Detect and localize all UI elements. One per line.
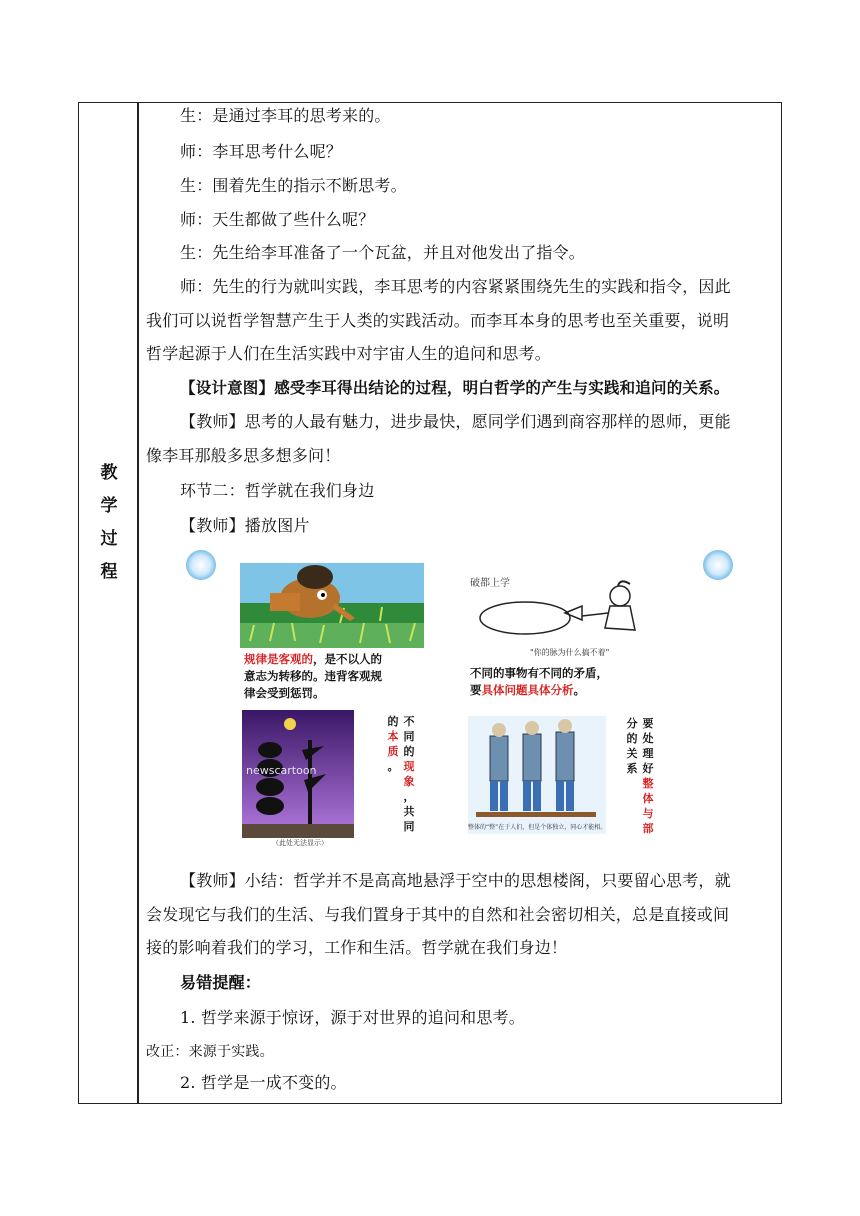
vertical-caption-glyph: 本 — [387, 730, 399, 743]
correction-note: 改正：来源于实践。 — [146, 1044, 274, 1060]
panel2-quote: "你的脉为什么搞不着" — [530, 648, 610, 657]
side-label-char: 教 — [100, 463, 118, 483]
summary-line: 会发现它与我们的生活、与我们置身于其中的自然和社会密切相关，总是直接或间 — [146, 905, 730, 924]
vertical-caption-glyph: 同 — [403, 820, 415, 833]
caption-text: 。 — [573, 683, 585, 697]
vertical-caption-glyph: 整 — [642, 777, 654, 790]
panel1-caption-line2: 意志为转移的。违背客观规 — [244, 669, 382, 683]
panel2-caption-line1: 不同的事物有不同的矛盾， — [470, 666, 608, 680]
paragraph-line: 【教师】播放图片 — [180, 516, 310, 535]
section-heading: 环节二：哲学就在我们身边 — [180, 481, 375, 500]
caption-highlight: 具体问题具体分析 — [481, 683, 574, 697]
side-label-column — [79, 103, 139, 1103]
vertical-caption-glyph: 共 — [403, 805, 415, 818]
panel1-caption — [244, 651, 382, 667]
dialogue-line: 师：天生都做了些什么呢？ — [180, 210, 375, 229]
vertical-caption-glyph: 。 — [387, 760, 399, 773]
reminder-item: 1. 哲学来源于惊讶，源于对世界的追问和思考。 — [180, 1008, 525, 1027]
vertical-caption-glyph: 分 — [626, 717, 638, 730]
vertical-caption — [387, 714, 399, 774]
panel4-caption: 整体的“整”在于人们，但是个体独立，同心才能相。 — [468, 824, 607, 831]
vertical-caption-glyph: 的 — [626, 732, 638, 745]
panel2-handwritten-label: 破都上学 — [470, 578, 510, 589]
panel3-vertical-text — [387, 714, 399, 774]
vertical-caption — [626, 716, 638, 776]
paragraph-line: 哲学起源于人们在生活实践中对宇宙人生的追问和思考。 — [146, 344, 552, 363]
paragraph-line: 【教师】思考的人最有魅力，进步最快，愿同学们遇到商容那样的恩师，更能 — [180, 412, 731, 431]
three-figures-cartoon-image — [468, 716, 606, 834]
panel3-caption: （此处无法显示） — [272, 839, 328, 847]
summary-line: 接的影响着我们的学习，工作和生活。哲学就在我们身边！ — [146, 938, 568, 957]
vertical-caption-glyph: 系 — [626, 762, 638, 775]
vertical-caption-glyph: ， — [403, 790, 415, 803]
panel3-watermark: newscartoon — [246, 764, 317, 777]
vertical-caption-glyph: 部 — [642, 822, 654, 835]
paragraph-line: 我们可以说哲学智慧产生于人类的实践活动。而李耳本身的思考也至关重要，说明 — [146, 311, 730, 330]
dialogue-line: 师：李耳思考什么呢？ — [180, 142, 343, 161]
vertical-caption-glyph: 体 — [642, 792, 654, 805]
column-divider — [137, 102, 138, 1104]
dialogue-line: 生：围着先生的指示不断思考。 — [180, 176, 407, 195]
vertical-caption-glyph: 关 — [626, 747, 638, 760]
snowflake-decoration — [186, 550, 216, 580]
vertical-caption-glyph: 质 — [387, 745, 399, 758]
vertical-caption-glyph: 的 — [387, 715, 399, 728]
vertical-caption-glyph: 不 — [403, 715, 415, 728]
caption-text: ，是不以人的 — [313, 652, 382, 666]
vertical-caption-glyph: 理 — [642, 747, 654, 760]
vertical-caption-glyph: 好 — [642, 762, 654, 775]
summary-line: 【教师】小结：哲学并不是高高地悬浮于空中的思想楼阁，只要留心思考，就 — [180, 871, 731, 890]
vertical-caption-glyph: 同 — [403, 730, 415, 743]
caption-highlight: 规律是客观的 — [244, 652, 313, 666]
panel4-vertical-text — [626, 716, 638, 776]
reminder-item: 2. 哲学是一成不变的。 — [180, 1073, 347, 1092]
vertical-caption-glyph: 处 — [642, 732, 654, 745]
panel2-caption-line2 — [470, 682, 585, 698]
side-label-char: 过 — [100, 529, 118, 549]
vertical-caption-glyph: 现 — [403, 760, 415, 773]
dialogue-line: 生：是通过李耳的思考来的。 — [180, 106, 391, 125]
vertical-caption-glyph: 要 — [642, 717, 654, 730]
side-label-char: 学 — [100, 496, 118, 516]
snowflake-decoration — [703, 550, 733, 580]
panel4-vertical-text — [642, 716, 654, 836]
side-label-char: 程 — [100, 562, 118, 582]
panel1-caption-line3: 律会受到惩罚。 — [244, 686, 325, 700]
vertical-caption-glyph: 的 — [403, 745, 415, 758]
caption-text: 要 — [470, 683, 482, 697]
vertical-caption-glyph: 象 — [403, 775, 415, 788]
vertical-caption — [403, 714, 415, 834]
paragraph-line: 师：先生的行为就叫实践，李耳思考的内容紧紧围绕先生的实践和指令，因此 — [180, 277, 731, 296]
vertical-caption — [642, 716, 654, 836]
design-intent: 【设计意图】感受李耳得出结论的过程，明白哲学的产生与实践和追问的关系。 — [180, 379, 730, 397]
vertical-caption-glyph: 与 — [642, 807, 654, 820]
farmer-cartoon-image — [240, 563, 424, 648]
dialogue-line: 生：先生给李耳准备了一个瓦盆，并且对他发出了指令。 — [180, 243, 586, 262]
panel3-vertical-text — [403, 714, 415, 834]
paragraph-line: 像李耳那般多思多想多问！ — [146, 446, 341, 465]
error-reminder-heading: 易错提醒： — [180, 973, 262, 992]
